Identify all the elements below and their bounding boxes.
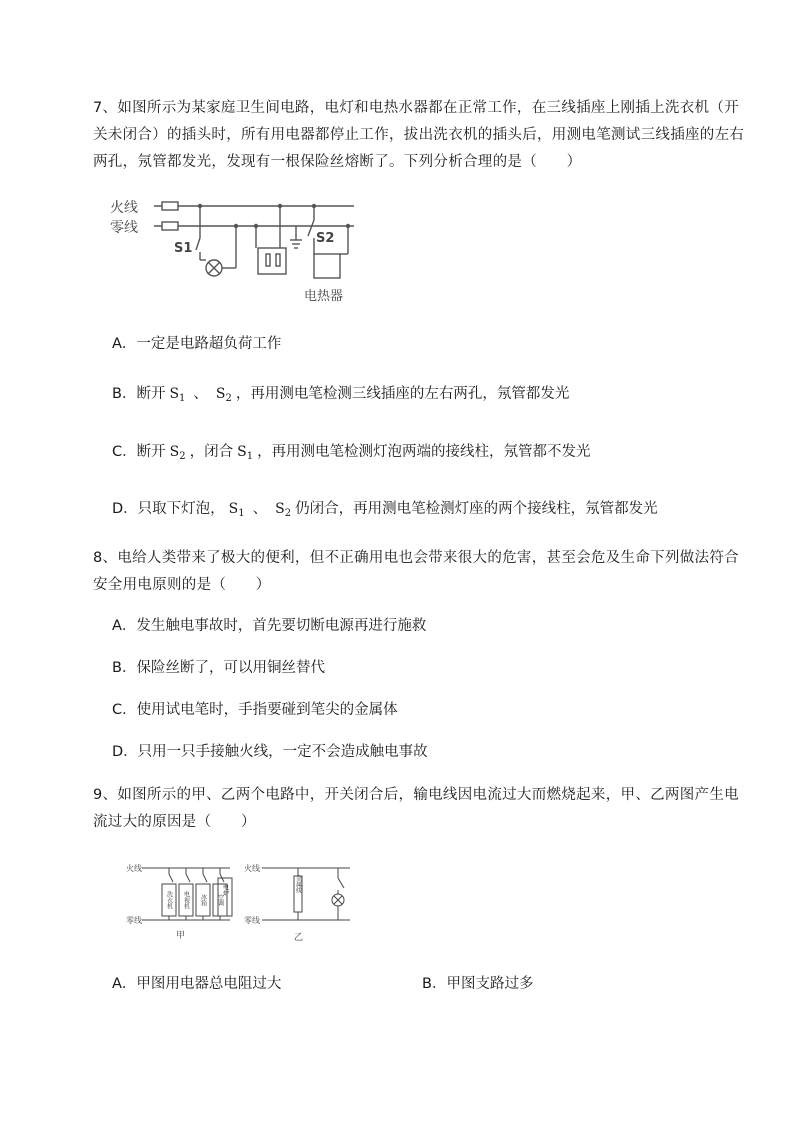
q7-live-label: 火线 <box>110 200 138 216</box>
q9-appliance-4: 电炉 <box>221 884 229 896</box>
q9-live-label-a: 火线 <box>126 864 142 873</box>
q7-option-b: B．断开 $S_1$ 、 $S_2$ ，再用测电笔检测三线插座的左右两孔，氖管都发光 <box>112 386 570 404</box>
q7-circuit-diagram <box>108 190 368 308</box>
q9-appliance-2: 冰箱 <box>199 894 207 906</box>
q9-option-a: A．甲图用电器总电阻过大 <box>112 976 282 992</box>
q8-option-b: B．保险丝断了，可以用铜丝替代 <box>112 660 325 676</box>
q9-neutral-label-a: 零线 <box>126 916 142 925</box>
q7-s1-label: S1 <box>174 241 193 256</box>
q9-label-jia: 甲 <box>176 931 186 941</box>
q7-heater-label: 电热器 <box>304 289 344 304</box>
q8-option-a: A．发生触电事故时，首先要切断电源再进行施救 <box>112 618 427 634</box>
q7-option-d: D．只取下灯泡， $S_1$ 、 $S_2$ 仍闭合，再用测电笔检测灯座的两个接线柱，氖管都发光 <box>112 501 658 519</box>
q8-stem: 8、电给人类带来了极大的便利，但不正确用电也会带来很大的危害，甚至会危及生命下列做法符合安全用电原则的是（ ） <box>93 550 739 593</box>
q9-appliance-1: 电视机 <box>182 891 190 909</box>
q9-circuit-diagrams <box>122 858 362 944</box>
q9-label-yi: 乙 <box>294 933 304 943</box>
q7-s2-label: S2 <box>316 231 335 246</box>
q9-live-label-b: 火线 <box>244 864 260 873</box>
q7-stem: 7、如图所示为某家庭卫生间电路，电灯和电热水器都在正常工作，在三线插座上刚插上洗衣机（开关未闭合）的插头时，所有用电器都停止工作，拔出洗衣机的插头后，用测电笔测试三线插座的左右两孔，氖管都发光，发现有一根保险丝熔断了。下列分析合理的是（ ） <box>93 100 745 170</box>
q9-neutral-label-b: 零线 <box>244 916 260 925</box>
q7-neutral-label: 零线 <box>110 220 138 236</box>
q7-option-c: C．断开 $S_2$ ，闭合 $S_1$ ，再用测电笔检测灯泡两端的接线柱，氖管都不发光 <box>112 444 591 462</box>
q7-option-a: A．一定是电路超负荷工作 <box>112 336 282 352</box>
q8-option-c: C．使用试电笔时，手指要碰到笔尖的金属体 <box>112 702 398 718</box>
q8-option-d: D．只用一只手接触火线，一定不会造成触电事故 <box>112 744 428 760</box>
q9-wire-label: 金属线 <box>294 875 302 893</box>
q9-appliance-0: 洗衣机 <box>165 891 173 909</box>
q9-option-b: B．甲图支路过多 <box>422 976 534 992</box>
q9-stem: 9、如图所示的甲、乙两个电路中，开关闭合后，输电线因电流过大而燃烧起来，甲、乙两图产生电流过大的原因是（ ） <box>93 787 739 830</box>
q9-appliance-3: 空调 <box>216 894 224 906</box>
